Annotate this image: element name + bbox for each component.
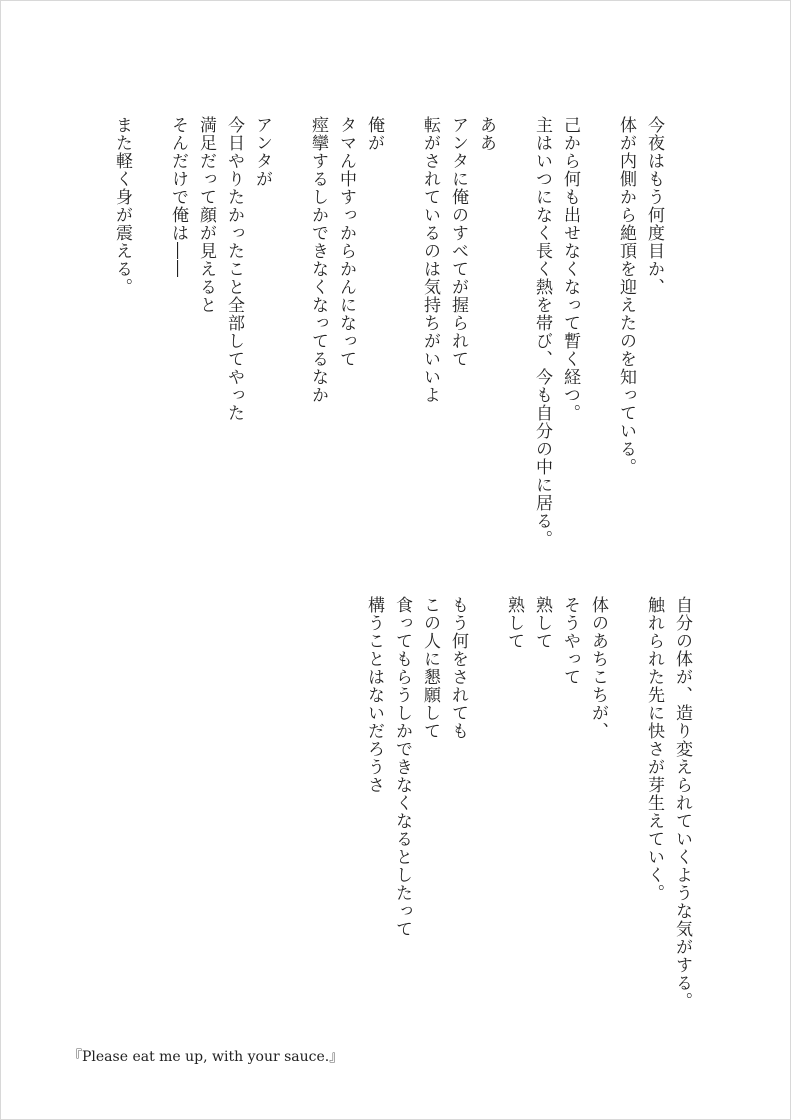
text-line: 主はいつになく長く熱を帯び、今も自分の中に居る。: [532, 116, 552, 548]
text-line: 俺が: [364, 116, 384, 152]
text-line: もう何をされても: [448, 596, 468, 740]
text-line: 自分の体が、造り変えられていくような気がする。: [672, 596, 692, 1010]
footer-title: 『Please eat me up, with your sauce.』: [68, 1049, 344, 1065]
text-line: 転がされているのは気持ちがいいよ: [420, 116, 440, 404]
text-line: そんだけで俺は――: [168, 116, 188, 278]
text-line: 熟して: [532, 596, 552, 650]
text-line: 食ってもらうしかできなくなるとしたって: [392, 596, 412, 938]
text-line: 今夜はもう何度目か、: [644, 116, 664, 296]
text-line: 触れられた先に快さが芽生えていく。: [644, 596, 664, 902]
text-line: ああ: [476, 116, 496, 152]
text-line: 己から何も出せなくなって暫く経つ。: [560, 116, 580, 422]
text-line: アンタに俺のすべてが握られて: [448, 116, 468, 368]
text-line: また軽く身が震える。: [112, 116, 132, 296]
text-line: 満足だって顔が見えると: [196, 116, 216, 314]
text-line: そうやって: [560, 596, 580, 686]
text-line: 構うことはないだろうさ: [364, 596, 384, 794]
text-line: 痙攣するしかできなくなってるなか: [308, 116, 328, 404]
text-line: アンタが: [252, 116, 272, 188]
text-line: 熟して: [504, 596, 524, 650]
text-line: 体のあちこちが、: [588, 596, 608, 740]
text-line: 今日やりたかったこと全部してやった: [224, 116, 244, 422]
text-line: 体が内側から絶頂を迎えたのを知っている。: [616, 116, 636, 476]
text-line: この人に懇願して: [420, 596, 440, 740]
text-line: タマん中すっからかんになって: [336, 116, 356, 368]
